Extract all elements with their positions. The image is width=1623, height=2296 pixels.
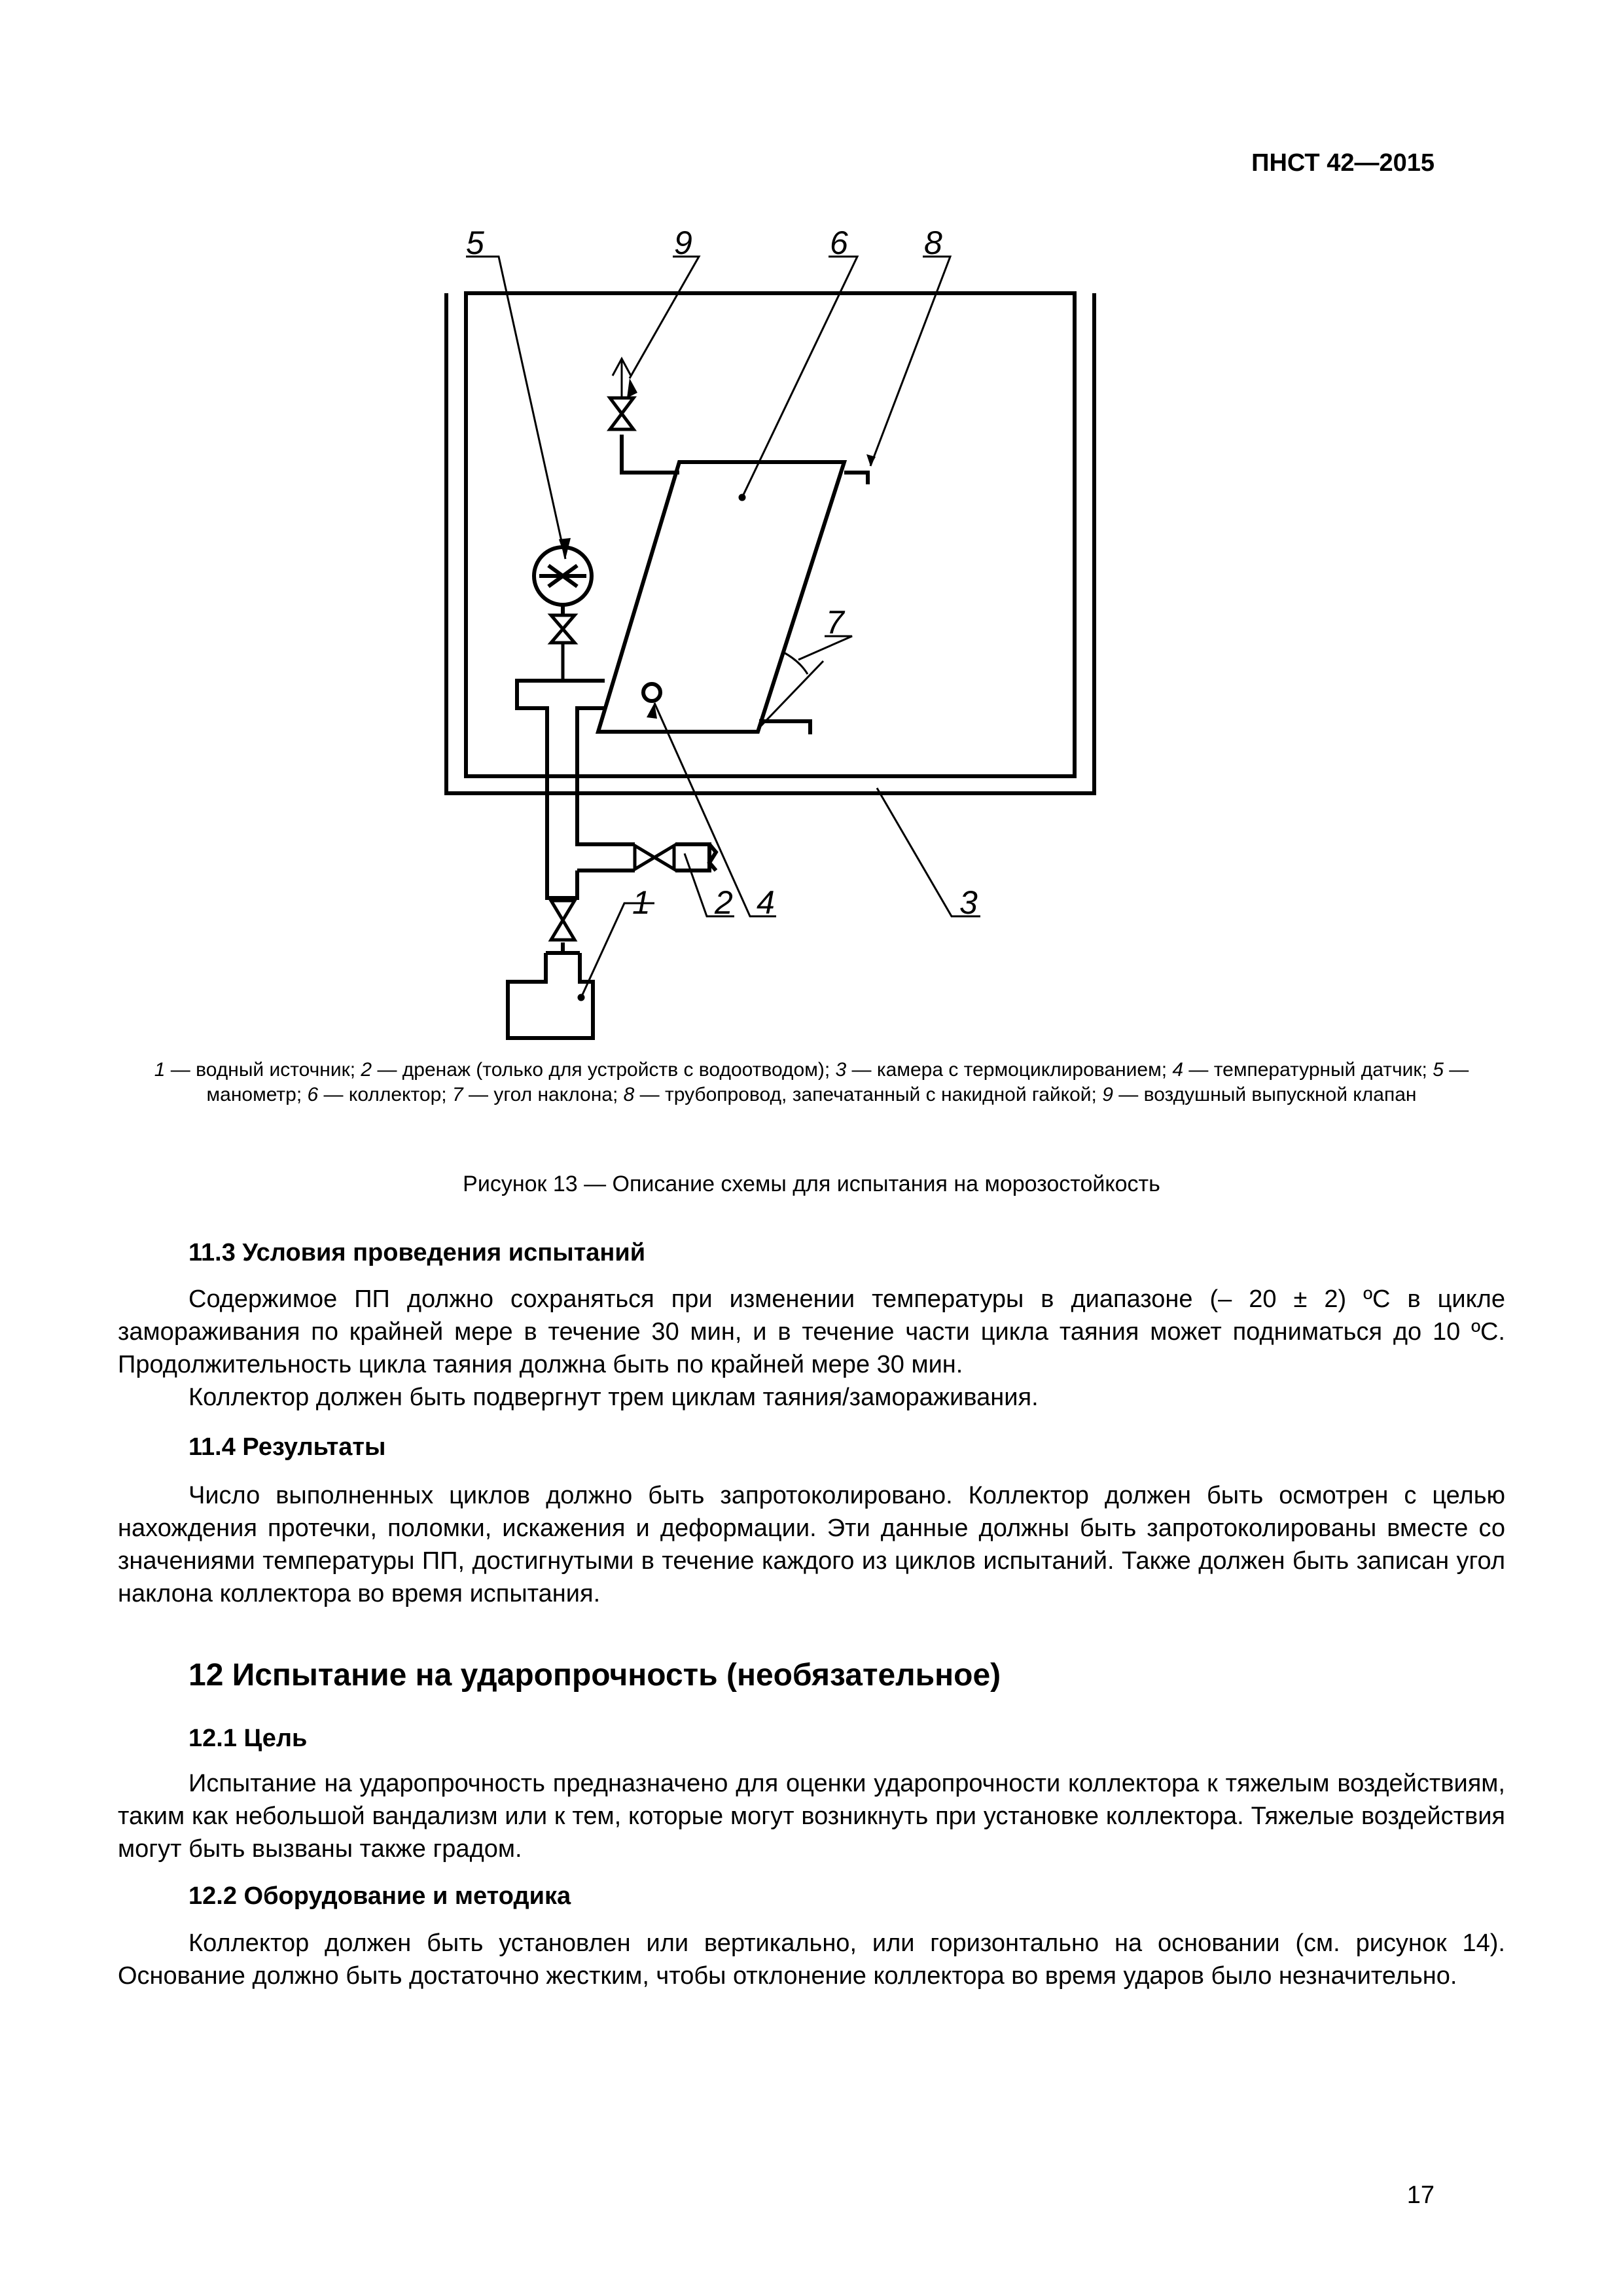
drain-pipe — [675, 844, 709, 870]
drain-valve — [635, 846, 674, 869]
heading-11-4: 11.4 Результаты — [188, 1433, 386, 1461]
label-3: 3 — [959, 884, 978, 921]
label-6: 6 — [830, 224, 848, 261]
paragraph-12-1 — [118, 1767, 1505, 1865]
sealed-outlet-top — [844, 473, 868, 484]
paragraph-11-4-1: Число выполненных циклов должно быть запротоколировано. Коллектор должен быть осмотрен с целью нахождения протечки, поломки, искажения и деформации. Эти данные должны быть запротоколированы вместе со значениями температуры ПП, достигнутыми в течение каждого из циклов испытаний. Также должен быть записан угол наклона коллектора во время испытания. — [118, 1482, 1505, 1607]
label-5: 5 — [466, 224, 484, 261]
air-vent-valve — [610, 398, 633, 429]
heading-12: 12 Испытание на ударопрочность (необязательное) — [188, 1658, 1001, 1693]
label-7: 7 — [826, 604, 844, 641]
chamber-outer-wall — [446, 293, 1094, 793]
figure-caption: Рисунок 13 — Описание схемы для испытания на морозостойкость — [463, 1172, 1160, 1196]
document-code: ПНСТ 42—2015 — [1251, 149, 1435, 177]
label-2: 2 — [715, 884, 733, 921]
chamber-inner-wall — [466, 293, 1075, 776]
paragraph-12-2-1: Коллектор должен быть установлен или вертикально, или горизонтально на основании (см. рисунок 14). Основание должно быть достаточно жестким, чтобы отклонение коллектора во время ударов было незначительно. — [118, 1929, 1505, 1990]
label-8: 8 — [924, 224, 942, 261]
supply-header-pipe — [517, 681, 605, 898]
paragraph-11-4 — [118, 1479, 1505, 1610]
paragraph-12-2 — [118, 1927, 1505, 1992]
collector-panel — [598, 462, 844, 732]
heading-11-3: 11.3 Условия проведения испытаний — [188, 1239, 646, 1266]
page-number: 17 — [1406, 2181, 1435, 2209]
figure-legend: 1 — водный источник; 2 — дренаж (только для устройств с водоотводом); 3 — камера с термоциклированием; 4 — температурный датчик; 5 — манометр; 6 — коллектор; 7 — угол наклона; 8 — трубопровод, запечатанный с накидной гайкой; 9 — воздушный выпускной клапан — [154, 1059, 1469, 1105]
paragraph-11-3 — [118, 1283, 1505, 1414]
label-4: 4 — [757, 884, 775, 921]
label-1: 1 — [632, 884, 651, 921]
paragraph-11-3-1: Содержимое ПП должно сохраняться при изменении температуры в диапазоне (– 20 ± 2) ºС в цикле замораживания по крайней мере в течение 30 мин, и в течение части цикла таяния может подниматься до 10 ºС. Продолжительность цикла таяния должна быть по крайней мере 30 мин. — [118, 1285, 1505, 1378]
manometer-valve — [551, 615, 575, 643]
temperature-sensor — [643, 684, 660, 701]
test-scheme-diagram — [0, 0, 1623, 1047]
label-9: 9 — [674, 224, 692, 261]
paragraph-11-3-2: Коллектор должен быть подвергнут трем циклам таяния/замораживания. — [188, 1384, 1039, 1411]
supply-valve — [551, 901, 575, 940]
paragraph-12-1-1: Испытание на ударопрочность предназначено для оценки ударопрочности коллектора к тяжелым воздействиям, таким как небольшой вандализм или к тем, которые могут возникнуть при установке коллектора. Тяжелые воздействия могут быть вызваны также градом. — [118, 1770, 1505, 1863]
heading-12-1: 12.1 Цель — [188, 1725, 308, 1752]
heading-12-2: 12.2 Оборудование и методика — [188, 1882, 571, 1910]
air-vent-pipe — [622, 435, 679, 473]
sealed-outlet-bottom — [759, 721, 810, 734]
